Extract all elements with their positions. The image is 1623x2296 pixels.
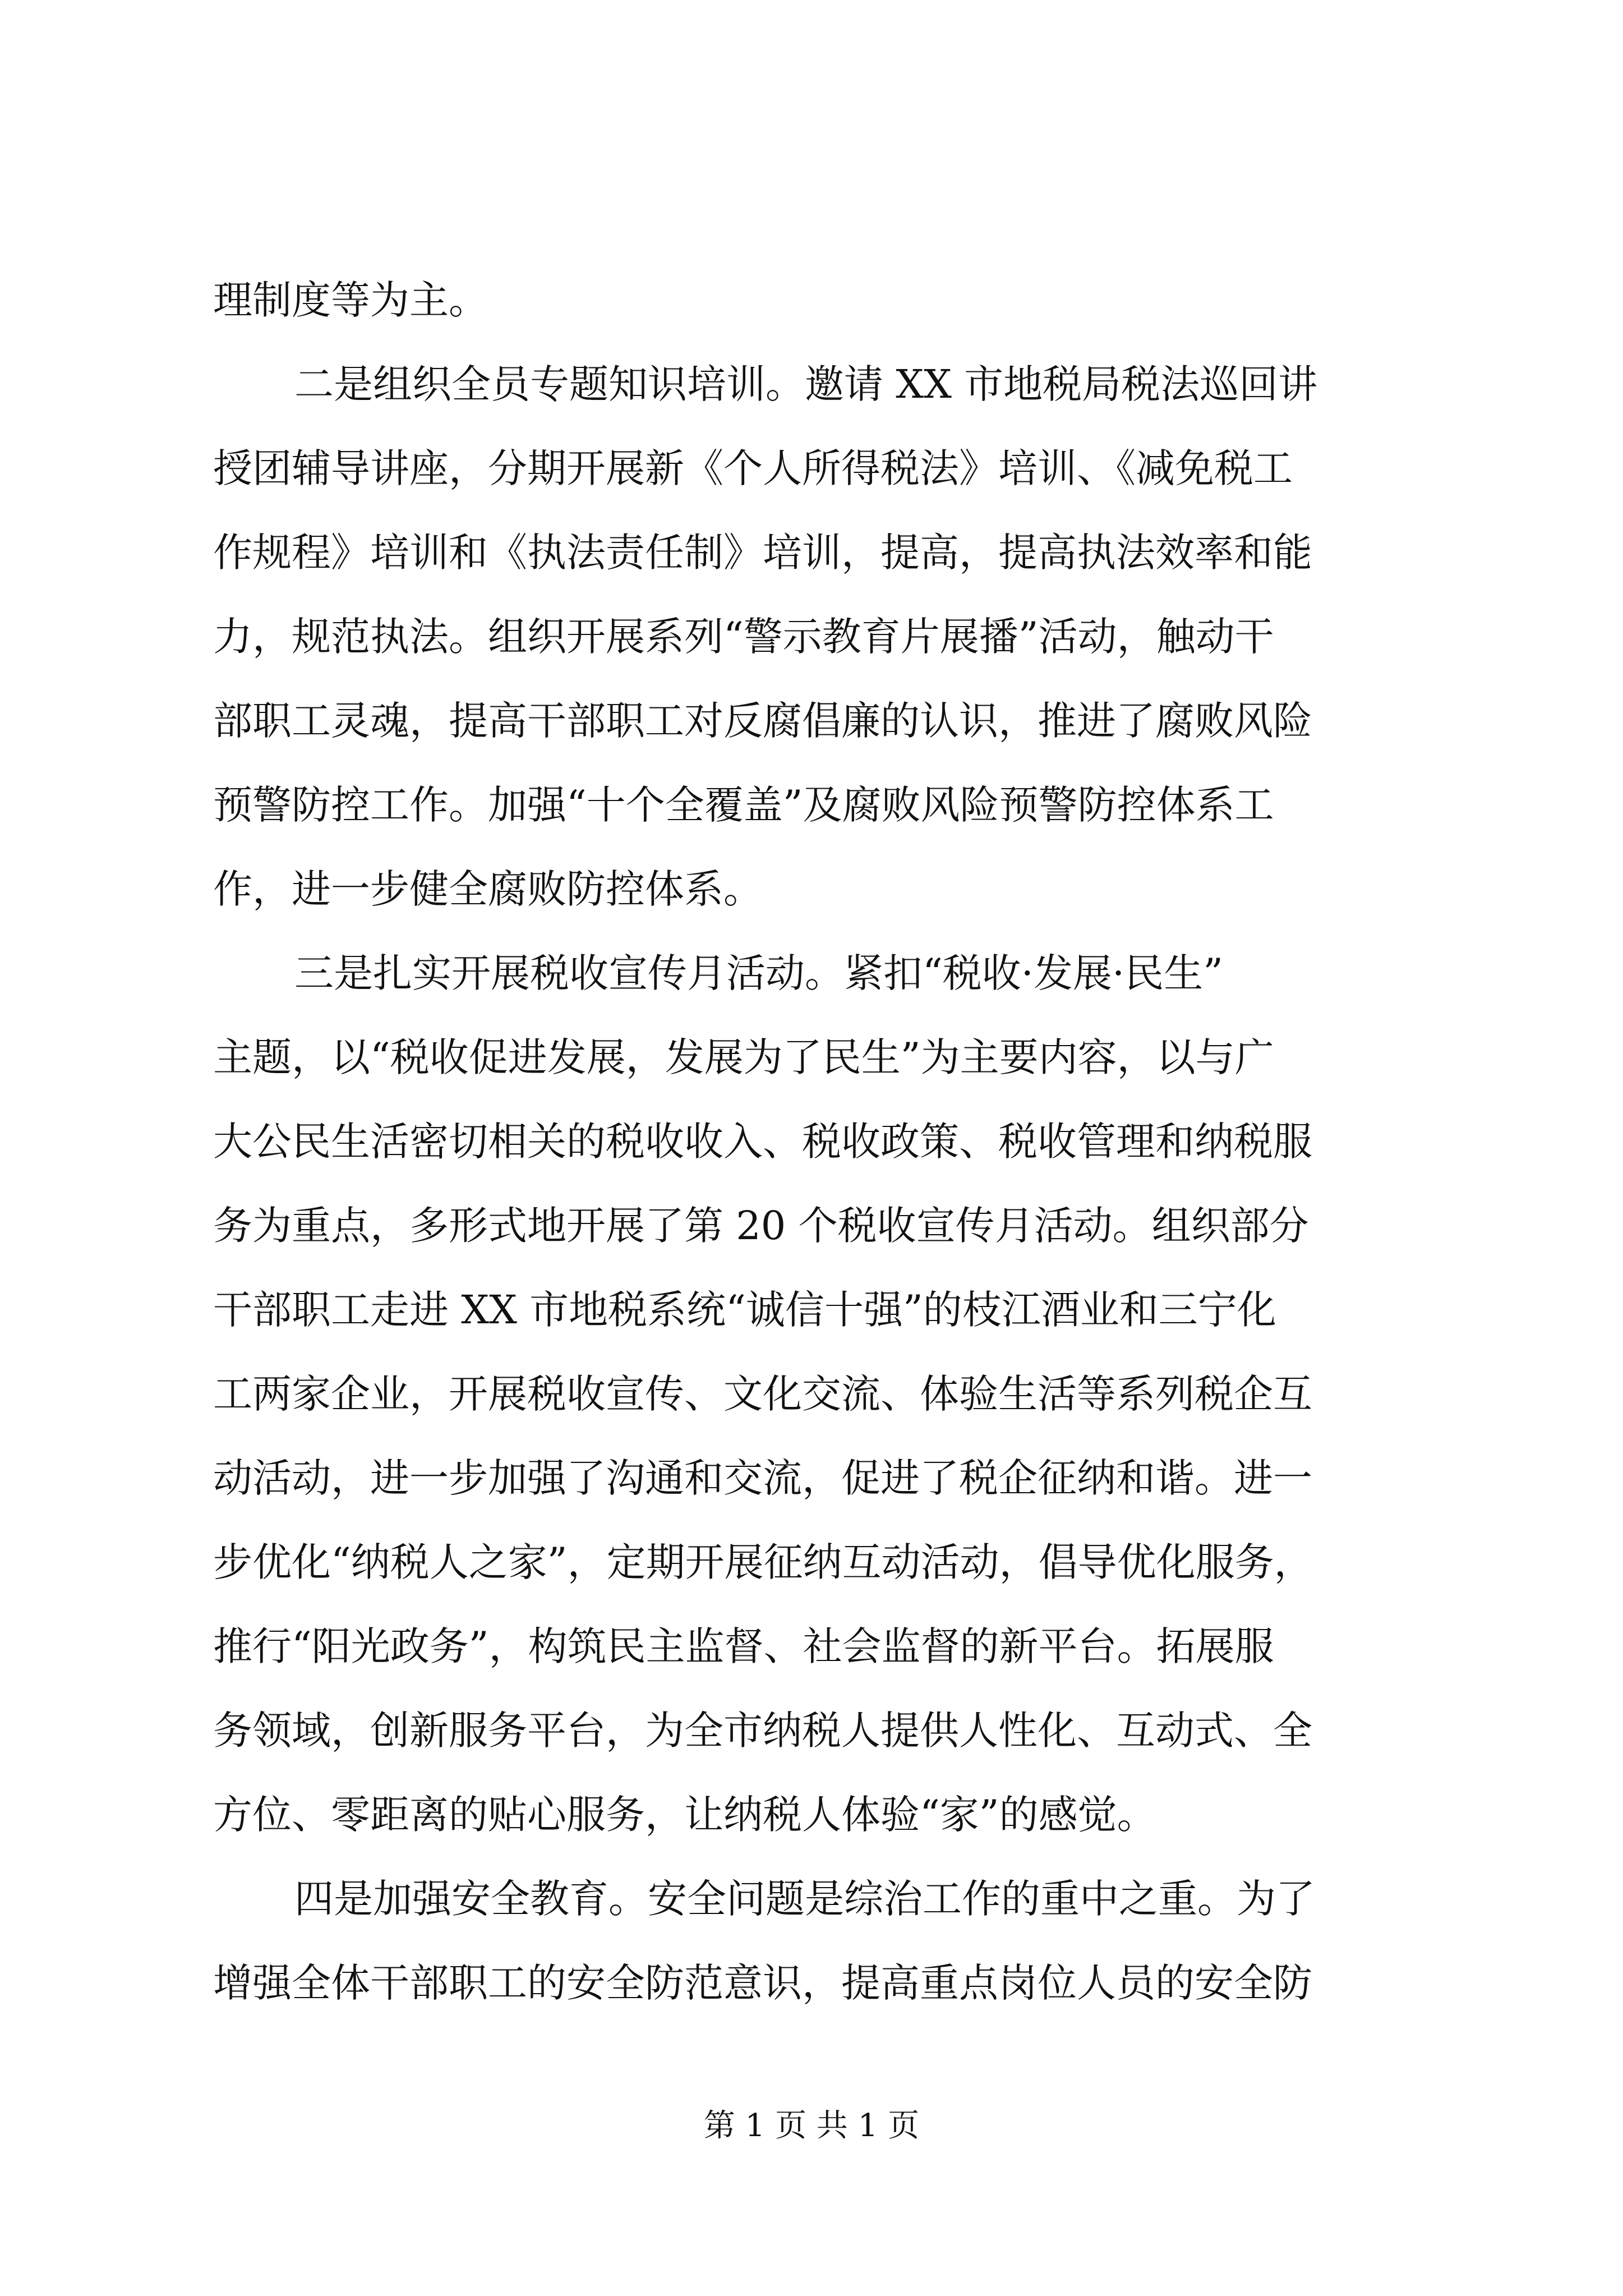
paragraph-first-line: 二是组织全员专题知识培训。邀请 XX 市地税局税法巡回讲 [294,361,1318,407]
text-line: 务为重点，多形式地开展了第 20 个税收宣传月活动。组织部分 [213,1203,1309,1249]
text-line: 主题，以“税收促进发展，发展为了民生”为主要内容，以与广 [213,1034,1274,1080]
paragraph-first-line: 四是加强安全教育。安全问题是综治工作的重中之重。为了 [294,1876,1315,1922]
text-line: 授团辅导讲座，分期开展新《个人所得税法》培训、《减免税工 [213,445,1293,491]
text-line: 动活动，进一步加强了沟通和交流，促进了税企征纳和谐。进一 [213,1455,1312,1501]
text-line: 推行“阳光政务”，构筑民主监督、社会监督的新平台。拓展服 [213,1623,1274,1669]
text-line: 大公民生活密切相关的税收收入、税收政策、税收管理和纳税服 [213,1119,1312,1165]
text-line: 步优化“纳税人之家”，定期开展征纳互动活动，倡导优化服务， [213,1539,1313,1585]
text-line: 增强全体干部职工的安全防范意识，提高重点岗位人员的安全防 [213,1960,1312,2006]
text-line: 工两家企业，开展税收宣传、文化交流、体验生活等系列税企互 [213,1371,1312,1417]
page-number-footer: 第 1 页 共 1 页 [703,2108,920,2144]
text-line: 预警防控工作。加强“十个全覆盖”及腐败风险预警防控体系工 [213,782,1274,828]
text-line: 部职工灵魂，提高干部职工对反腐倡廉的认识，推进了腐败风险 [213,698,1312,744]
text-line: 作规程》培训和《执法责任制》培训，提高，提高执法效率和能 [213,530,1312,576]
text-line: 干部职工走进 XX 市地税系统“诚信十强”的枝江酒业和三宁化 [213,1287,1276,1333]
text-line: 方位、零距离的贴心服务，让纳税人体验“家”的感觉。 [213,1792,1156,1838]
text-line: 务领域，创新服务平台，为全市纳税人提供人性化、互动式、全 [213,1708,1312,1754]
paragraph-first-line: 三是扎实开展税收宣传月活动。紧扣“税收·发展·民生” [294,950,1224,996]
text-line: 力，规范执法。组织开展系列“警示教育片展播”活动，触动干 [213,614,1274,660]
text-line: 理制度等为主。 [213,277,488,323]
text-line: 作，进一步健全腐败防控体系。 [213,866,763,912]
